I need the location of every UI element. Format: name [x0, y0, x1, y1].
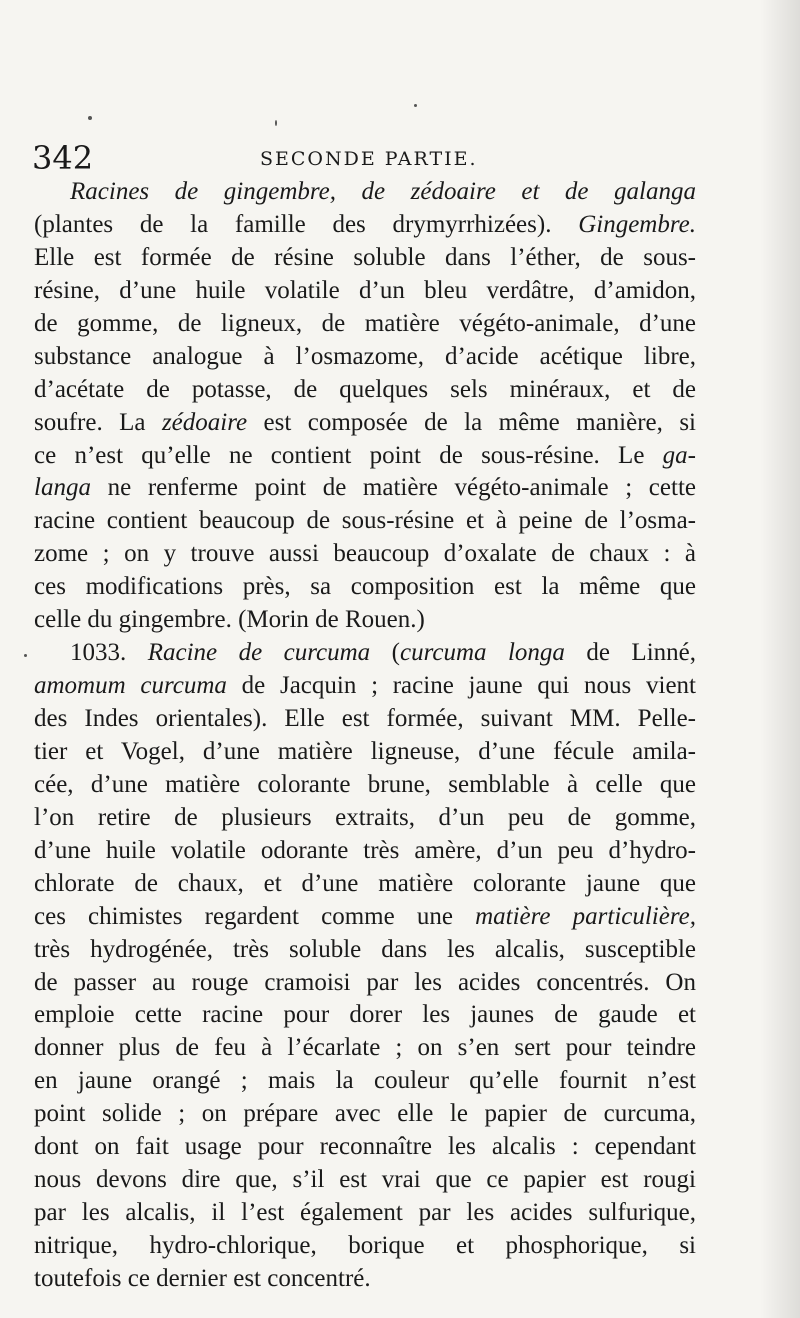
text-run: ce n’est qu’elle ne contient point de sous-résine. Le [34, 441, 663, 469]
text-run: substance analogue à l’osmazome, d’acide acétique libre, [34, 342, 696, 370]
text-line [34, 999, 696, 1032]
page-number: 342 [32, 139, 94, 177]
text-line [34, 769, 696, 802]
text-run: 1033. [70, 639, 148, 667]
text-line [34, 835, 696, 868]
text-line [34, 967, 696, 1000]
running-head: SECONDE PARTIE. [260, 148, 478, 170]
text-run: toutefois ce dernier est concentré. [34, 1264, 371, 1292]
text-line [34, 505, 696, 538]
text-line [34, 407, 696, 440]
text-line [34, 670, 696, 703]
text-run: cée, d’une matière colorante brune, semblable à celle que [34, 770, 696, 798]
italic-run: langa [34, 474, 91, 502]
text-line [34, 308, 696, 341]
page-header [32, 138, 702, 178]
text-run: Elle est formée de résine soluble dans l’éther, de sous- [34, 243, 696, 271]
text-run: des Indes orientales). Elle est formée, suivant MM. Pelle- [34, 705, 696, 732]
text-run: est composée de la même manière, si [247, 408, 697, 436]
italic-run: Gingembre. [578, 210, 696, 238]
text-run: par les alcalis, il l’est également par les acides sulfurique, [34, 1199, 696, 1227]
text-run: zome ; on y trouve aussi beaucoup d’oxalate de chaux : à [34, 540, 696, 568]
text-line [34, 1230, 696, 1263]
text-run: de passer au rouge cramoisi par les acides concentrés. On [34, 968, 696, 996]
text-line [34, 1131, 696, 1164]
text-line [34, 440, 696, 473]
text-run: dont on fait usage pour reconnaître les alcalis : cependant [34, 1133, 696, 1161]
text-run: ( [370, 639, 400, 667]
text-run: celle du gingembre. (Morin de Rouen.) [34, 606, 425, 634]
text-line [34, 571, 696, 604]
text-line [34, 176, 696, 209]
text-run: de Linné, [564, 639, 696, 667]
text-run: de Jacquin ; racine jaune qui nous vient [226, 672, 696, 700]
italic-run: zédoaire [161, 408, 248, 436]
text-run: nous devons dire que, s’il est vrai que ce papier est rougi [34, 1166, 696, 1194]
italic-run: ga- [662, 441, 696, 469]
text-run: ces chimistes regardent comme une [34, 902, 476, 930]
text-run: l’on retire de plusieurs extraits, d’un peu de gomme, [34, 803, 696, 831]
text-line [34, 1065, 696, 1098]
text-line [34, 209, 696, 242]
text-line [34, 242, 696, 275]
text-line [34, 901, 696, 934]
text-line [34, 341, 696, 374]
text-line [34, 374, 696, 407]
text-run: résine, d’une huile volatile d’un bleu verdâtre, d’amidon, [34, 276, 696, 304]
ink-speck [88, 116, 92, 120]
text-run: (plantes de la famille des drymyrrhizées). [34, 210, 579, 238]
text-line [34, 934, 696, 967]
body-text [34, 176, 696, 1296]
text-run: en jaune orangé ; mais la couleur qu’elle fournit n’est [34, 1067, 696, 1095]
page-edge-shadow [760, 0, 800, 1318]
text-run: point solide ; on prépare avec elle le papier de curcuma, [34, 1100, 696, 1128]
text-line [34, 1263, 696, 1296]
text-run: nitrique, hydro-chlorique, borique et phosphorique, si [34, 1232, 696, 1259]
text-run: de gomme, de ligneux, de matière végéto-animale, d’une [34, 309, 696, 337]
text-run: soufre. La [34, 408, 162, 436]
italic-run: curcuma longa [399, 639, 565, 667]
text-run: ne renferme point de matière végéto-animale ; cette [90, 474, 696, 502]
text-line [34, 1032, 696, 1065]
text-run: d’une huile volatile odorante très amère, d’un peu d’hydro- [34, 836, 696, 864]
text-line [34, 1164, 696, 1197]
italic-run: matière particulière, [475, 902, 696, 930]
text-run: racine contient beaucoup de sous-résine et à peine de l’osma- [34, 507, 696, 535]
text-line [34, 1098, 696, 1131]
text-run: d’acétate de potasse, de quelques sels minéraux, et de [34, 375, 696, 403]
ink-speck [414, 104, 417, 107]
text-run: ces modifications près, sa composition est la même que [34, 573, 696, 601]
text-line [34, 703, 696, 736]
text-run: donner plus de feu à l’écarlate ; on s’en sert pour teindre [34, 1034, 696, 1062]
ink-speck [275, 120, 277, 126]
text-line [34, 802, 696, 835]
ink-speck [24, 654, 27, 657]
text-run: très hydrogénée, très soluble dans les alcalis, susceptible [34, 935, 696, 963]
italic-run: Racines de gingembre, de zédoaire et de galanga [70, 178, 696, 205]
text-line [34, 736, 696, 769]
text-run: emploie cette racine pour dorer les jaunes de gaude et [34, 1001, 696, 1029]
text-line [34, 604, 696, 637]
italic-run: amomum curcuma [34, 672, 227, 700]
text-run: tier et Vogel, d’une matière ligneuse, d’une fécule amila- [34, 737, 696, 765]
text-line [34, 275, 696, 308]
text-line [34, 472, 696, 505]
text-run: chlorate de chaux, et d’une matière colorante jaune que [34, 869, 696, 897]
text-line [34, 637, 696, 670]
italic-run: Racine de curcuma [147, 639, 371, 667]
text-line [34, 868, 696, 901]
text-line [34, 538, 696, 571]
text-line [34, 1197, 696, 1230]
